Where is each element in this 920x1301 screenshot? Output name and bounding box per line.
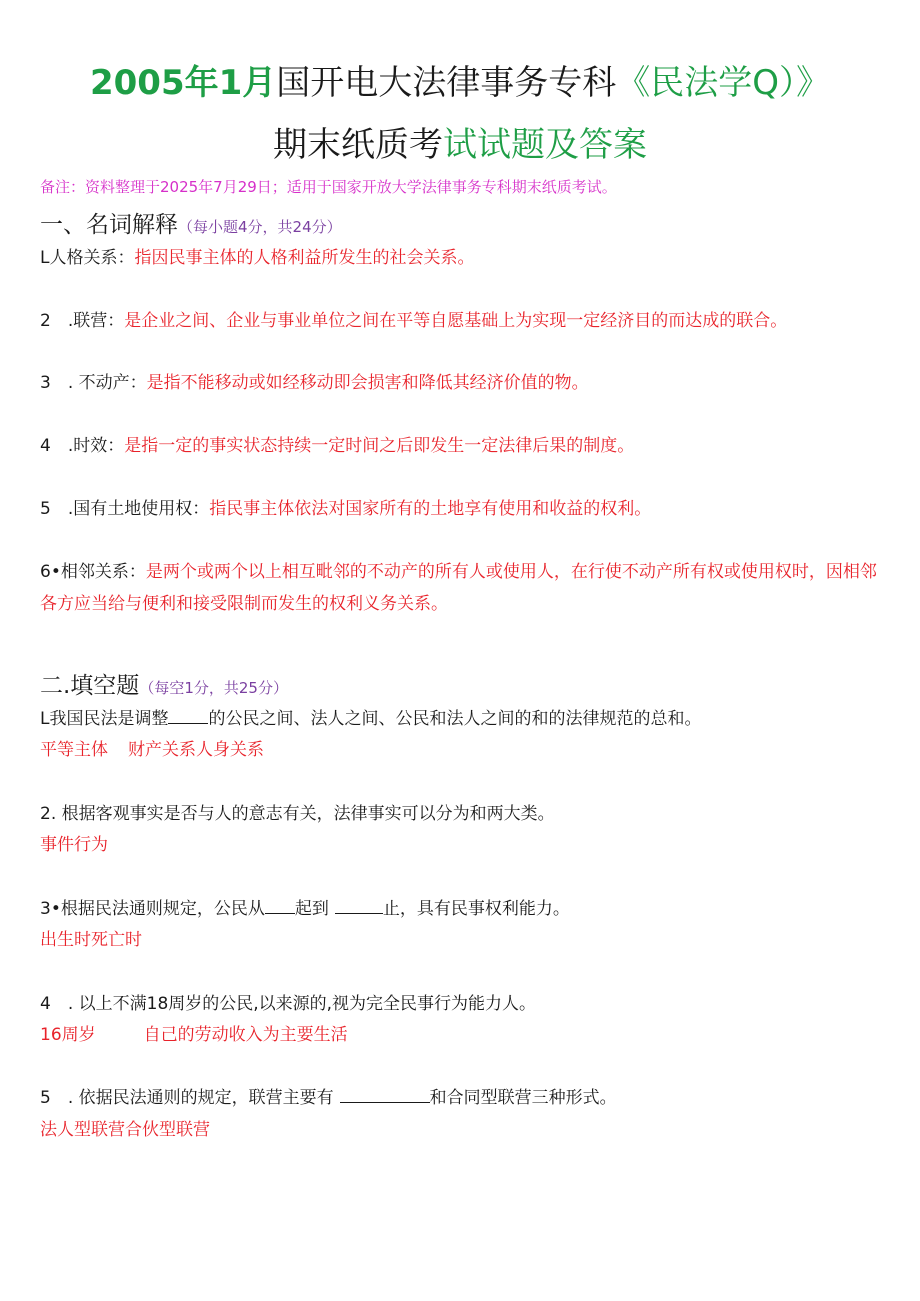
section-score: （每小题4分，共24分） <box>178 218 342 236</box>
item-number: 3 . <box>40 373 79 393</box>
term-item-6 <box>40 556 890 620</box>
fill-answer-4 <box>40 1020 348 1050</box>
title-course-info: 国开电大法律事务专科 <box>276 63 617 103</box>
item-number: L <box>40 248 50 268</box>
answer-blank <box>168 705 208 724</box>
term-item-1 <box>40 243 474 273</box>
section-title: 一、名词解释 <box>40 212 178 238</box>
section-score: （每空1分，共25分） <box>139 679 288 697</box>
item-answer: 指民事主体依法对国家所有的土地享有使用和收益的权利。 <box>209 499 652 519</box>
fill-answer-5 <box>40 1115 210 1145</box>
remark-note: 备注：资料整理于2025年7月29日；适用于国家开放大学法律事务专科期末纸质考试。 <box>40 178 617 196</box>
document-title-line1 <box>0 58 920 108</box>
item-number: 4 . <box>40 436 74 456</box>
question-text: 4 . 以上不满18周岁的公民,以来源的,视为完全民事行为能力人。 <box>40 994 537 1014</box>
answer-text: 事件行为 <box>40 835 108 855</box>
term-item-3 <box>40 368 589 398</box>
item-number: 5 . <box>40 499 74 519</box>
question-text: 和合同型联营三种形式。 <box>429 1088 617 1108</box>
item-number: 2 . <box>40 311 74 331</box>
section-heading-terms <box>40 209 342 243</box>
term-item-5 <box>40 494 651 524</box>
question-text: 起到 <box>294 899 329 919</box>
item-answer: 是指一定的事实状态持续一定时间之后即发生一定法律后果的制度。 <box>124 436 635 456</box>
answer-blank <box>265 895 295 914</box>
title-subject: 《民法学Q）》 <box>616 63 831 103</box>
fill-question-1 <box>40 704 701 734</box>
answer-text: 16周岁 <box>40 1025 96 1045</box>
fill-question-3 <box>40 894 570 924</box>
answer-text: 出生时死亡时 <box>40 930 142 950</box>
item-answer: 是指不能移动或如经移动即会损害和降低其经济价值的物。 <box>146 373 589 393</box>
fill-question-2 <box>40 799 555 829</box>
item-term: 人格关系： <box>49 248 135 268</box>
answer-text: 平等主体 <box>40 740 108 760</box>
question-text: 的公民之间、法人之间、公民和法人之间的和的法律规范的总和。 <box>208 709 702 729</box>
item-term: 不动产： <box>78 373 147 393</box>
fill-question-4 <box>40 989 536 1019</box>
section-title: 二.填空题 <box>40 673 140 699</box>
item-term: 相邻关系： <box>60 562 146 582</box>
item-answer: 是企业之间、企业与事业单位之间在平等自愿基础上为实现一定经济目的而达成的联合。 <box>124 311 788 331</box>
term-item-2 <box>40 306 787 336</box>
answer-blank <box>335 895 383 914</box>
question-text: 止，具有民事权利能力。 <box>382 899 570 919</box>
item-answer: 是两个或两个以上相互毗邻的不动产的所有人或使用人，在行使不动产所有权或使用权时，因相邻各方应当给与便利和接受限制而发生的权利义务关系。 <box>40 562 877 614</box>
title-exam-answers: 试试题及答案 <box>443 125 647 165</box>
answer-text: 法人型联营合伙型联营 <box>40 1120 210 1140</box>
item-term: 联营： <box>73 311 125 331</box>
item-number: 6• <box>40 562 61 582</box>
item-term: 国有土地使用权： <box>73 499 210 519</box>
term-item-4 <box>40 431 634 461</box>
item-term: 时效： <box>73 436 125 456</box>
answer-text: 自己的劳动收入为主要生活 <box>143 1025 348 1045</box>
fill-question-5 <box>40 1083 617 1113</box>
question-text: 3•根据民法通则规定，公民从 <box>40 899 265 919</box>
fill-answer-3 <box>40 925 142 955</box>
fill-answer-1 <box>40 735 264 765</box>
section-heading-fill-blank <box>40 670 288 704</box>
answer-blank <box>340 1084 430 1103</box>
item-answer: 指因民事主体的人格利益所发生的社会关系。 <box>134 248 475 268</box>
title-date: 2005年1月 <box>89 63 277 103</box>
document-title-line2 <box>0 120 920 170</box>
fill-answer-2 <box>40 830 108 860</box>
question-text: 2. 根据客观事实是否与人的意志有关，法律事实可以分为和两大类。 <box>40 804 555 824</box>
title-exam-type: 期末纸质考 <box>273 125 443 165</box>
question-text: 5 . 依据民法通则的规定，联营主要有 <box>40 1088 334 1108</box>
question-text: L我国民法是调整 <box>40 709 169 729</box>
answer-text: 财产关系人身关系 <box>128 740 264 760</box>
